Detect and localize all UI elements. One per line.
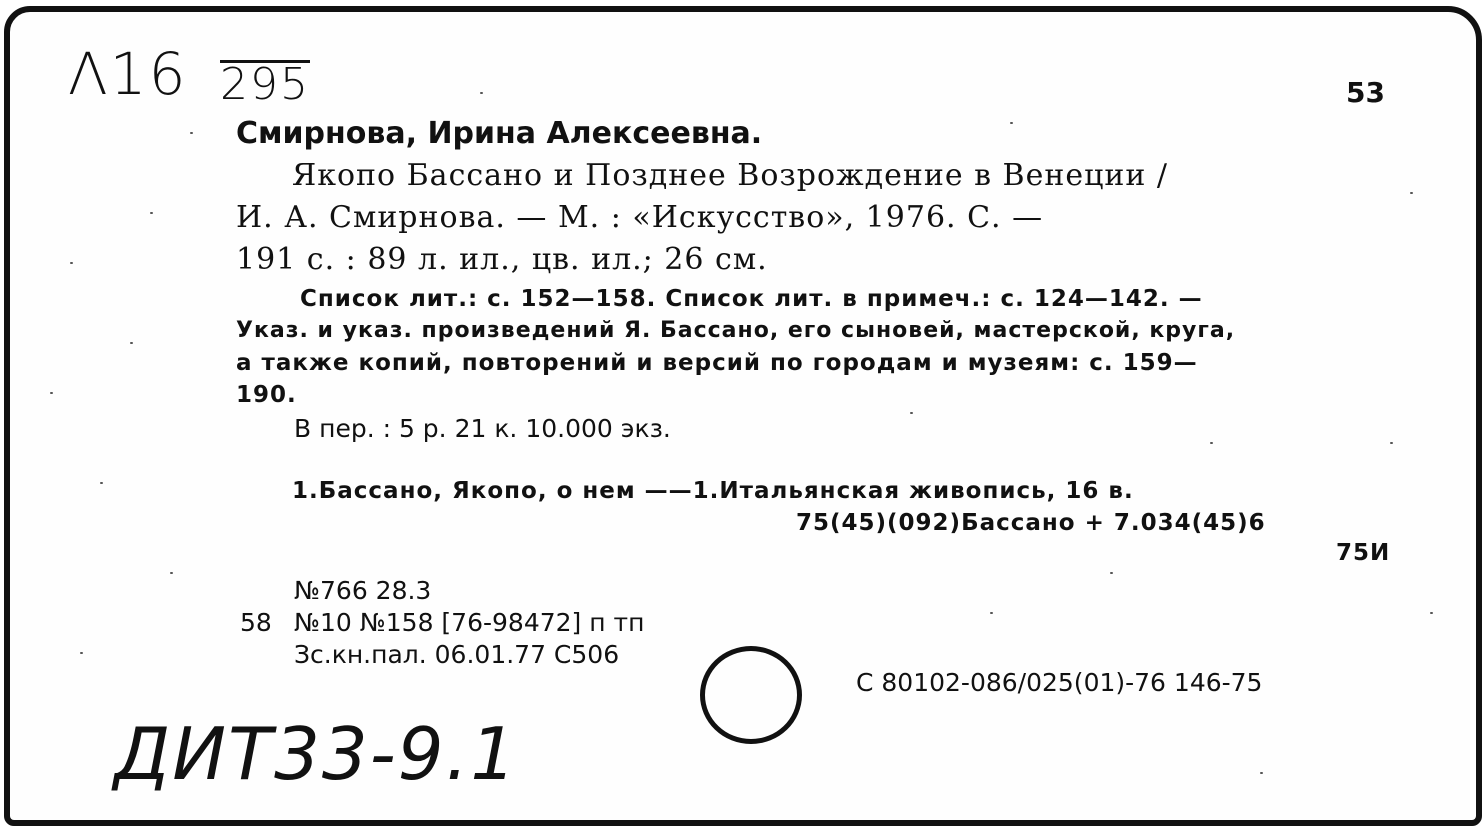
handwritten-inventory-mark: ДИТ33-9.1 (114, 712, 519, 796)
notes-line-3: а также копий, повторений и версий по городам и музеям: с. 159— (236, 350, 1198, 376)
record-line-3: Зс.кн.пал. 06.01.77 С506 (294, 640, 620, 669)
record-prefix: 58 (240, 608, 272, 637)
notes-line-1: Список лит.: с. 152—158. Список лит. в примеч.: с. 124—142. — (300, 286, 1203, 312)
subjects-line: 1.Бассано, Якопо, о нем ——1.Итальянская живопись, 16 в. (292, 478, 1134, 504)
notes-line-2: Указ. и указ. произведений Я. Бассано, его сыновей, мастерской, круга, (236, 318, 1236, 343)
record-line-2: №10 №158 [76-98472] п тп (294, 608, 645, 637)
record-line-1: №766 28.3 (294, 576, 432, 605)
author-heading: Смирнова, Ирина Алексеевна. (236, 116, 763, 151)
title-line-2: И. А. Смирнова. — М. : «Искусство», 1976. С. — (236, 200, 1044, 235)
hole-punch-circle (700, 646, 802, 744)
classification-code: 75И (1336, 540, 1391, 566)
catalog-card (4, 6, 1482, 826)
notes-line-4: 190. (236, 382, 297, 408)
title-line-3: 191 с. : 89 л. ил., цв. ил.; 26 см. (236, 242, 768, 277)
price-line: В пер. : 5 р. 21 к. 10.000 экз. (294, 414, 671, 443)
handwritten-shelf-mark: Λ16 (68, 40, 188, 108)
handwritten-shelf-fraction: 295 (220, 59, 310, 110)
catalog-number: С 80102-086/025(01)-76 146-75 (856, 668, 1263, 697)
classification-line: 75(45)(092)Бассано + 7.034(45)6 (796, 510, 1266, 536)
page-number: 53 (1346, 76, 1385, 109)
title-line-1: Якопо Бассано и Позднее Возрождение в Венеции / (292, 158, 1169, 193)
